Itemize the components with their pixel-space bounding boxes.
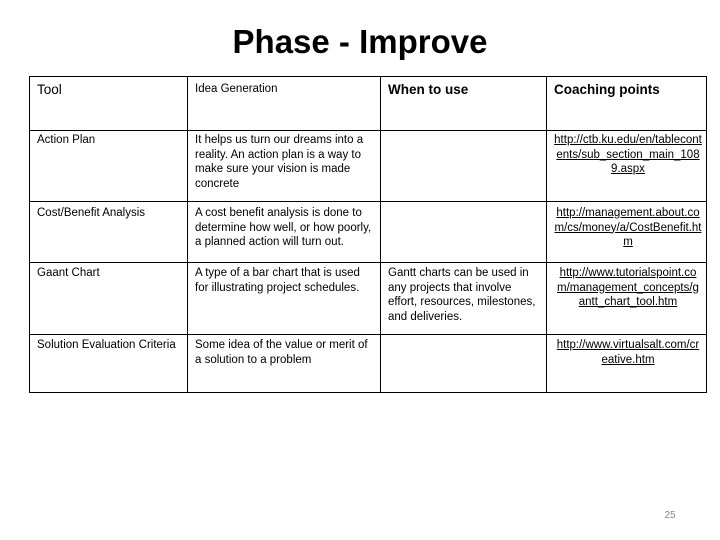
when-cell: Gantt charts can be used in any projects that involve effort, resources, milestones, and deliveries. [381,263,547,335]
table-row [30,131,707,202]
header-idea-generation: Idea Generation [188,77,381,131]
improve-tools-table [29,76,707,393]
tool-cell: Cost/Benefit Analysis [30,202,188,263]
header-when-to-use: When to use [381,77,547,131]
table-row [30,335,707,393]
coaching-cell [547,263,707,335]
coaching-link[interactable]: http://ctb.ku.edu/en/tablecontents/sub_section_main_1089.aspx [554,134,702,175]
coaching-link[interactable]: http://www.virtualsalt.com/creative.htm [556,339,700,366]
table-row [30,202,707,263]
tool-cell: Solution Evaluation Criteria [30,335,188,393]
coaching-link[interactable]: http://management.about.com/cs/money/a/CostBenefit.htm [554,207,702,248]
coaching-cell [547,131,707,202]
coaching-link[interactable]: http://www.tutorialspoint.com/management_concepts/gantt_chart_tool.htm [557,267,699,308]
when-cell [381,131,547,202]
idea-cell: It helps us turn our dreams into a reality. An action plan is a way to make sure your vision is made concrete [188,131,381,202]
tool-cell: Gaant Chart [30,263,188,335]
table-header-row [30,77,707,131]
page-title: Phase - Improve [232,23,488,60]
table-row [30,263,707,335]
header-coaching-points: Coaching points [547,77,707,131]
idea-cell: A cost benefit analysis is done to determine how well, or how poorly, a planned action will turn out. [188,202,381,263]
coaching-cell [547,335,707,393]
page-number: 25 [664,510,676,521]
tool-cell: Action Plan [30,131,188,202]
coaching-cell [547,202,707,263]
idea-cell: Some idea of the value or merit of a solution to a problem [188,335,381,393]
idea-cell: A type of a bar chart that is used for illustrating project schedules. [188,263,381,335]
when-cell [381,335,547,393]
when-cell [381,202,547,263]
header-tool: Tool [30,77,188,131]
